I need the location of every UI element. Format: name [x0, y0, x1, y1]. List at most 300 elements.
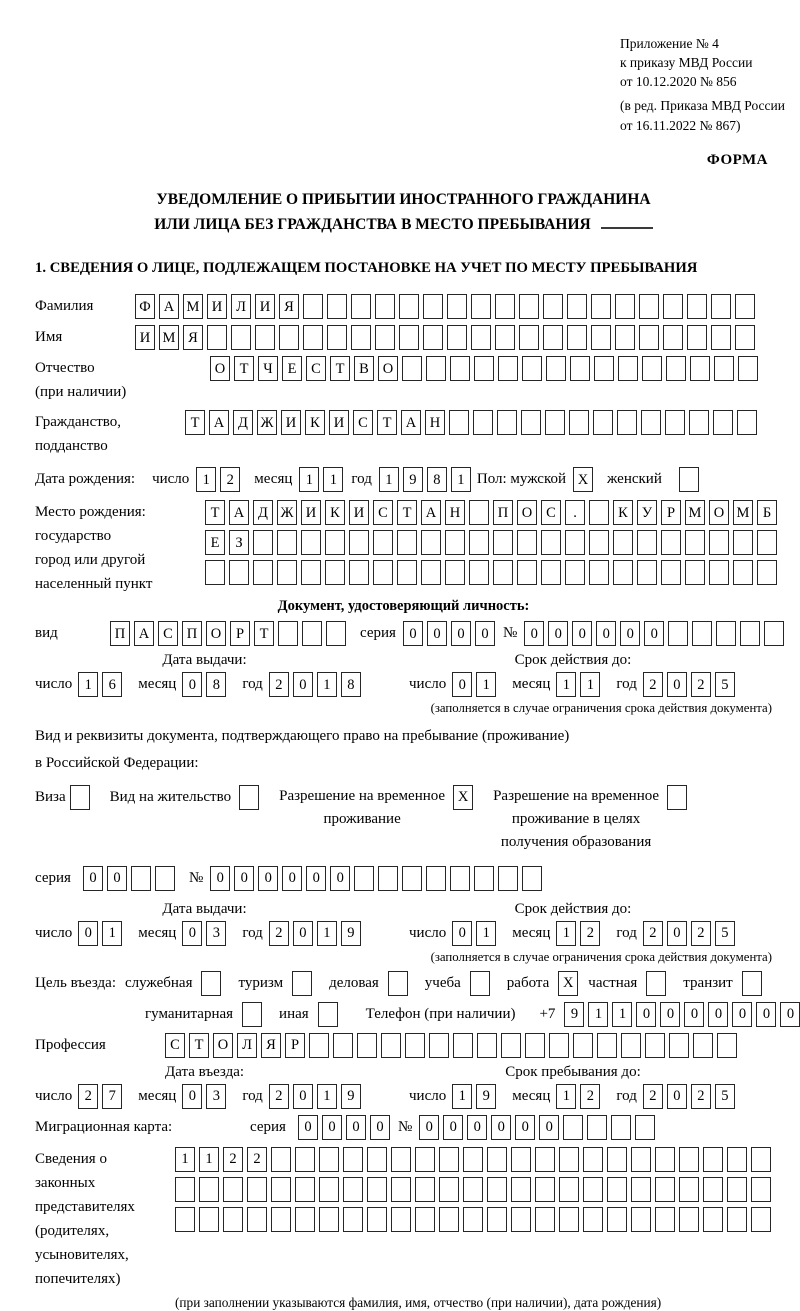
- form-cell[interactable]: 0: [667, 921, 687, 946]
- form-cell[interactable]: [471, 325, 491, 350]
- form-cell[interactable]: 0: [636, 1002, 656, 1027]
- form-cell[interactable]: [399, 325, 419, 350]
- form-cell[interactable]: [375, 294, 395, 319]
- form-cell[interactable]: [319, 1207, 339, 1232]
- form-cell[interactable]: X: [558, 971, 578, 996]
- form-cell[interactable]: [693, 1033, 713, 1058]
- form-cell[interactable]: [325, 530, 345, 555]
- form-cell[interactable]: [591, 325, 611, 350]
- form-cell[interactable]: [487, 1177, 507, 1202]
- form-cell[interactable]: 5: [715, 1084, 735, 1109]
- form-cell[interactable]: [559, 1147, 579, 1172]
- form-cell[interactable]: 1: [102, 921, 122, 946]
- form-cell[interactable]: 0: [370, 1115, 390, 1140]
- form-cell[interactable]: [199, 1207, 219, 1232]
- form-cell[interactable]: 7: [102, 1084, 122, 1109]
- form-cell[interactable]: [679, 1177, 699, 1202]
- form-cell[interactable]: 0: [182, 672, 202, 697]
- form-cell[interactable]: 1: [317, 1084, 337, 1109]
- form-cell[interactable]: [711, 325, 731, 350]
- form-cell[interactable]: 0: [732, 1002, 752, 1027]
- form-cell[interactable]: 1: [196, 467, 216, 492]
- form-cell[interactable]: [199, 1177, 219, 1202]
- form-cell[interactable]: [517, 530, 537, 555]
- form-cell[interactable]: [735, 325, 755, 350]
- form-cell[interactable]: [631, 1177, 651, 1202]
- form-cell[interactable]: [447, 294, 467, 319]
- form-cell[interactable]: [569, 410, 589, 435]
- form-cell[interactable]: Д: [233, 410, 253, 435]
- form-cell[interactable]: [501, 1033, 521, 1058]
- form-cell[interactable]: С: [158, 621, 178, 646]
- form-cell[interactable]: [439, 1207, 459, 1232]
- form-cell[interactable]: [487, 1207, 507, 1232]
- form-cell[interactable]: .: [565, 500, 585, 525]
- form-cell[interactable]: 0: [756, 1002, 776, 1027]
- form-cell[interactable]: С: [541, 500, 561, 525]
- form-cell[interactable]: 9: [403, 467, 423, 492]
- form-cell[interactable]: [405, 1033, 425, 1058]
- form-cell[interactable]: [709, 560, 729, 585]
- form-cell[interactable]: [445, 560, 465, 585]
- form-cell[interactable]: [679, 1207, 699, 1232]
- form-cell[interactable]: Л: [237, 1033, 257, 1058]
- form-cell[interactable]: [703, 1147, 723, 1172]
- form-cell[interactable]: [388, 971, 408, 996]
- form-cell[interactable]: [727, 1147, 747, 1172]
- form-cell[interactable]: 0: [660, 1002, 680, 1027]
- form-cell[interactable]: [645, 1033, 665, 1058]
- form-cell[interactable]: 5: [715, 672, 735, 697]
- form-cell[interactable]: Е: [205, 530, 225, 555]
- form-cell[interactable]: 0: [293, 672, 313, 697]
- form-cell[interactable]: [351, 325, 371, 350]
- form-cell[interactable]: [646, 971, 666, 996]
- form-cell[interactable]: [343, 1177, 363, 1202]
- form-cell[interactable]: 0: [293, 921, 313, 946]
- form-cell[interactable]: [621, 1033, 641, 1058]
- form-cell[interactable]: 1: [476, 672, 496, 697]
- form-cell[interactable]: 2: [643, 1084, 663, 1109]
- form-cell[interactable]: 0: [491, 1115, 511, 1140]
- form-cell[interactable]: З: [229, 530, 249, 555]
- form-cell[interactable]: Н: [425, 410, 445, 435]
- form-cell[interactable]: [277, 530, 297, 555]
- form-cell[interactable]: [223, 1207, 243, 1232]
- form-cell[interactable]: [690, 356, 710, 381]
- form-cell[interactable]: 1: [556, 672, 576, 697]
- form-cell[interactable]: [559, 1207, 579, 1232]
- form-cell[interactable]: [679, 467, 699, 492]
- form-cell[interactable]: 0: [427, 621, 447, 646]
- form-cell[interactable]: Л: [231, 294, 251, 319]
- form-cell[interactable]: 0: [78, 921, 98, 946]
- form-cell[interactable]: [247, 1177, 267, 1202]
- form-cell[interactable]: 2: [643, 672, 663, 697]
- form-cell[interactable]: [522, 866, 542, 891]
- form-cell[interactable]: 1: [451, 467, 471, 492]
- form-cell[interactable]: 0: [515, 1115, 535, 1140]
- form-cell[interactable]: [497, 410, 517, 435]
- form-cell[interactable]: 0: [330, 866, 350, 891]
- form-cell[interactable]: Е: [282, 356, 302, 381]
- form-cell[interactable]: [175, 1207, 195, 1232]
- form-cell[interactable]: [326, 621, 346, 646]
- form-cell[interactable]: Т: [189, 1033, 209, 1058]
- form-cell[interactable]: [615, 325, 635, 350]
- form-cell[interactable]: А: [134, 621, 154, 646]
- form-cell[interactable]: [567, 294, 587, 319]
- form-cell[interactable]: К: [325, 500, 345, 525]
- form-cell[interactable]: [474, 356, 494, 381]
- form-cell[interactable]: [477, 1033, 497, 1058]
- form-cell[interactable]: 0: [548, 621, 568, 646]
- form-cell[interactable]: [735, 294, 755, 319]
- form-cell[interactable]: П: [493, 500, 513, 525]
- form-cell[interactable]: М: [159, 325, 179, 350]
- form-cell[interactable]: О: [213, 1033, 233, 1058]
- form-cell[interactable]: [738, 356, 758, 381]
- form-cell[interactable]: О: [709, 500, 729, 525]
- form-cell[interactable]: 9: [341, 921, 361, 946]
- form-cell[interactable]: [583, 1177, 603, 1202]
- form-cell[interactable]: 1: [379, 467, 399, 492]
- form-cell[interactable]: [349, 530, 369, 555]
- form-cell[interactable]: [511, 1177, 531, 1202]
- form-cell[interactable]: [381, 1033, 401, 1058]
- form-cell[interactable]: [175, 1177, 195, 1202]
- form-cell[interactable]: [546, 356, 566, 381]
- form-cell[interactable]: [635, 1115, 655, 1140]
- form-cell[interactable]: [687, 325, 707, 350]
- form-cell[interactable]: [511, 1207, 531, 1232]
- form-cell[interactable]: [471, 294, 491, 319]
- form-cell[interactable]: [613, 530, 633, 555]
- form-cell[interactable]: [733, 560, 753, 585]
- form-cell[interactable]: [493, 560, 513, 585]
- form-cell[interactable]: [637, 560, 657, 585]
- form-cell[interactable]: [391, 1147, 411, 1172]
- form-cell[interactable]: 1: [476, 921, 496, 946]
- form-cell[interactable]: [247, 1207, 267, 1232]
- form-cell[interactable]: Ж: [257, 410, 277, 435]
- form-cell[interactable]: О: [210, 356, 230, 381]
- form-cell[interactable]: [593, 410, 613, 435]
- form-cell[interactable]: О: [206, 621, 226, 646]
- form-cell[interactable]: [223, 1177, 243, 1202]
- form-cell[interactable]: [373, 530, 393, 555]
- form-cell[interactable]: [570, 356, 590, 381]
- form-cell[interactable]: 0: [419, 1115, 439, 1140]
- form-cell[interactable]: [402, 356, 422, 381]
- form-cell[interactable]: 8: [427, 467, 447, 492]
- form-cell[interactable]: 0: [667, 672, 687, 697]
- form-cell[interactable]: [668, 621, 688, 646]
- form-cell[interactable]: 2: [580, 1084, 600, 1109]
- form-cell[interactable]: [423, 294, 443, 319]
- form-cell[interactable]: [487, 1147, 507, 1172]
- form-cell[interactable]: [535, 1177, 555, 1202]
- form-cell[interactable]: [589, 500, 609, 525]
- form-cell[interactable]: 3: [206, 1084, 226, 1109]
- form-cell[interactable]: 1: [317, 672, 337, 697]
- form-cell[interactable]: [655, 1177, 675, 1202]
- form-cell[interactable]: [591, 294, 611, 319]
- form-cell[interactable]: Я: [183, 325, 203, 350]
- form-cell[interactable]: [613, 560, 633, 585]
- form-cell[interactable]: [607, 1147, 627, 1172]
- form-cell[interactable]: [367, 1207, 387, 1232]
- form-cell[interactable]: [271, 1147, 291, 1172]
- form-cell[interactable]: 2: [691, 1084, 711, 1109]
- form-cell[interactable]: [255, 325, 275, 350]
- form-cell[interactable]: 2: [269, 672, 289, 697]
- form-cell[interactable]: [559, 1177, 579, 1202]
- form-cell[interactable]: Ч: [258, 356, 278, 381]
- form-cell[interactable]: 0: [596, 621, 616, 646]
- form-cell[interactable]: [415, 1147, 435, 1172]
- form-cell[interactable]: И: [207, 294, 227, 319]
- form-cell[interactable]: [429, 1033, 449, 1058]
- form-cell[interactable]: [733, 530, 753, 555]
- form-cell[interactable]: [631, 1147, 651, 1172]
- form-cell[interactable]: [737, 410, 757, 435]
- form-cell[interactable]: [563, 1115, 583, 1140]
- form-cell[interactable]: 1: [78, 672, 98, 697]
- form-cell[interactable]: О: [378, 356, 398, 381]
- form-cell[interactable]: 0: [298, 1115, 318, 1140]
- form-cell[interactable]: Т: [330, 356, 350, 381]
- form-cell[interactable]: [543, 294, 563, 319]
- form-cell[interactable]: [463, 1207, 483, 1232]
- form-cell[interactable]: Р: [661, 500, 681, 525]
- form-cell[interactable]: [642, 356, 662, 381]
- form-cell[interactable]: [703, 1207, 723, 1232]
- form-cell[interactable]: [253, 530, 273, 555]
- form-cell[interactable]: 9: [476, 1084, 496, 1109]
- form-cell[interactable]: 1: [612, 1002, 632, 1027]
- form-cell[interactable]: 0: [83, 866, 103, 891]
- form-cell[interactable]: 8: [341, 672, 361, 697]
- form-cell[interactable]: [351, 294, 371, 319]
- form-cell[interactable]: И: [349, 500, 369, 525]
- form-cell[interactable]: А: [229, 500, 249, 525]
- form-cell[interactable]: И: [281, 410, 301, 435]
- form-cell[interactable]: 6: [102, 672, 122, 697]
- form-cell[interactable]: 2: [269, 1084, 289, 1109]
- form-cell[interactable]: [541, 560, 561, 585]
- form-cell[interactable]: 0: [667, 1084, 687, 1109]
- form-cell[interactable]: Д: [253, 500, 273, 525]
- form-cell[interactable]: 0: [572, 621, 592, 646]
- form-cell[interactable]: [663, 294, 683, 319]
- form-cell[interactable]: [751, 1207, 771, 1232]
- form-cell[interactable]: [573, 1033, 593, 1058]
- form-cell[interactable]: [617, 410, 637, 435]
- form-cell[interactable]: [439, 1177, 459, 1202]
- form-cell[interactable]: [391, 1177, 411, 1202]
- form-cell[interactable]: [445, 530, 465, 555]
- form-cell[interactable]: [525, 1033, 545, 1058]
- form-cell[interactable]: [498, 356, 518, 381]
- form-cell[interactable]: [303, 294, 323, 319]
- form-cell[interactable]: 0: [403, 621, 423, 646]
- form-cell[interactable]: [711, 294, 731, 319]
- form-cell[interactable]: [474, 866, 494, 891]
- form-cell[interactable]: [511, 1147, 531, 1172]
- form-cell[interactable]: 2: [78, 1084, 98, 1109]
- form-cell[interactable]: 0: [234, 866, 254, 891]
- form-cell[interactable]: [615, 294, 635, 319]
- form-cell[interactable]: [201, 971, 221, 996]
- form-cell[interactable]: Т: [397, 500, 417, 525]
- form-cell[interactable]: [271, 1207, 291, 1232]
- form-cell[interactable]: [607, 1207, 627, 1232]
- form-cell[interactable]: Т: [377, 410, 397, 435]
- form-cell[interactable]: Ф: [135, 294, 155, 319]
- form-cell[interactable]: [589, 560, 609, 585]
- form-cell[interactable]: И: [135, 325, 155, 350]
- form-cell[interactable]: [565, 560, 585, 585]
- form-cell[interactable]: И: [301, 500, 321, 525]
- form-cell[interactable]: [469, 560, 489, 585]
- form-cell[interactable]: А: [159, 294, 179, 319]
- form-cell[interactable]: 9: [564, 1002, 584, 1027]
- form-cell[interactable]: 8: [206, 672, 226, 697]
- form-cell[interactable]: 3: [206, 921, 226, 946]
- form-cell[interactable]: [303, 325, 323, 350]
- form-cell[interactable]: [541, 530, 561, 555]
- form-cell[interactable]: [594, 356, 614, 381]
- form-cell[interactable]: [155, 866, 175, 891]
- form-cell[interactable]: А: [209, 410, 229, 435]
- form-cell[interactable]: [637, 530, 657, 555]
- form-cell[interactable]: Т: [254, 621, 274, 646]
- form-cell[interactable]: С: [353, 410, 373, 435]
- form-cell[interactable]: [205, 560, 225, 585]
- form-cell[interactable]: [301, 560, 321, 585]
- form-cell[interactable]: [357, 1033, 377, 1058]
- form-cell[interactable]: [423, 325, 443, 350]
- form-cell[interactable]: 0: [452, 672, 472, 697]
- form-cell[interactable]: 0: [644, 621, 664, 646]
- form-cell[interactable]: [391, 1207, 411, 1232]
- form-cell[interactable]: [757, 560, 777, 585]
- form-cell[interactable]: 0: [708, 1002, 728, 1027]
- form-cell[interactable]: Р: [285, 1033, 305, 1058]
- form-cell[interactable]: [714, 356, 734, 381]
- form-cell[interactable]: 0: [443, 1115, 463, 1140]
- form-cell[interactable]: [367, 1177, 387, 1202]
- form-cell[interactable]: 1: [323, 467, 343, 492]
- form-cell[interactable]: 1: [588, 1002, 608, 1027]
- form-cell[interactable]: М: [685, 500, 705, 525]
- form-cell[interactable]: [665, 410, 685, 435]
- form-cell[interactable]: [292, 971, 312, 996]
- form-cell[interactable]: [397, 560, 417, 585]
- form-cell[interactable]: С: [373, 500, 393, 525]
- form-cell[interactable]: В: [354, 356, 374, 381]
- form-cell[interactable]: [631, 1207, 651, 1232]
- form-cell[interactable]: X: [453, 785, 473, 810]
- form-cell[interactable]: [318, 1002, 338, 1027]
- form-cell[interactable]: И: [255, 294, 275, 319]
- form-cell[interactable]: [679, 1147, 699, 1172]
- form-cell[interactable]: [319, 1177, 339, 1202]
- form-cell[interactable]: [666, 356, 686, 381]
- form-cell[interactable]: 1: [199, 1147, 219, 1172]
- form-cell[interactable]: [375, 325, 395, 350]
- form-cell[interactable]: 0: [258, 866, 278, 891]
- form-cell[interactable]: [469, 530, 489, 555]
- form-cell[interactable]: [545, 410, 565, 435]
- form-cell[interactable]: [587, 1115, 607, 1140]
- form-cell[interactable]: [709, 530, 729, 555]
- form-cell[interactable]: [450, 866, 470, 891]
- form-cell[interactable]: П: [182, 621, 202, 646]
- form-cell[interactable]: 0: [539, 1115, 559, 1140]
- form-cell[interactable]: [463, 1147, 483, 1172]
- form-cell[interactable]: Т: [185, 410, 205, 435]
- form-cell[interactable]: 0: [346, 1115, 366, 1140]
- form-cell[interactable]: [669, 1033, 689, 1058]
- form-cell[interactable]: [327, 294, 347, 319]
- form-cell[interactable]: [611, 1115, 631, 1140]
- form-cell[interactable]: [378, 866, 398, 891]
- form-cell[interactable]: [713, 410, 733, 435]
- form-cell[interactable]: [751, 1177, 771, 1202]
- form-cell[interactable]: [426, 356, 446, 381]
- form-cell[interactable]: [242, 1002, 262, 1027]
- form-cell[interactable]: [639, 294, 659, 319]
- form-cell[interactable]: [661, 530, 681, 555]
- form-cell[interactable]: С: [165, 1033, 185, 1058]
- form-cell[interactable]: А: [421, 500, 441, 525]
- form-cell[interactable]: 0: [322, 1115, 342, 1140]
- form-cell[interactable]: [349, 560, 369, 585]
- form-cell[interactable]: [716, 621, 736, 646]
- form-cell[interactable]: К: [305, 410, 325, 435]
- form-cell[interactable]: 0: [182, 921, 202, 946]
- form-cell[interactable]: [703, 1177, 723, 1202]
- form-cell[interactable]: [692, 621, 712, 646]
- form-cell[interactable]: 0: [293, 1084, 313, 1109]
- form-cell[interactable]: 2: [247, 1147, 267, 1172]
- form-cell[interactable]: [463, 1177, 483, 1202]
- form-cell[interactable]: [565, 530, 585, 555]
- form-cell[interactable]: [295, 1207, 315, 1232]
- form-cell[interactable]: [447, 325, 467, 350]
- form-cell[interactable]: 2: [691, 921, 711, 946]
- form-cell[interactable]: [521, 410, 541, 435]
- form-cell[interactable]: И: [329, 410, 349, 435]
- form-cell[interactable]: [319, 1147, 339, 1172]
- form-cell[interactable]: [495, 294, 515, 319]
- form-cell[interactable]: [239, 785, 259, 810]
- form-cell[interactable]: [685, 530, 705, 555]
- form-cell[interactable]: 0: [451, 621, 471, 646]
- form-cell[interactable]: 2: [643, 921, 663, 946]
- form-cell[interactable]: [426, 866, 446, 891]
- form-cell[interactable]: С: [306, 356, 326, 381]
- form-cell[interactable]: 1: [317, 921, 337, 946]
- form-cell[interactable]: [567, 325, 587, 350]
- form-cell[interactable]: [535, 1147, 555, 1172]
- form-cell[interactable]: 1: [299, 467, 319, 492]
- form-cell[interactable]: 0: [182, 1084, 202, 1109]
- form-cell[interactable]: [661, 560, 681, 585]
- form-cell[interactable]: [583, 1207, 603, 1232]
